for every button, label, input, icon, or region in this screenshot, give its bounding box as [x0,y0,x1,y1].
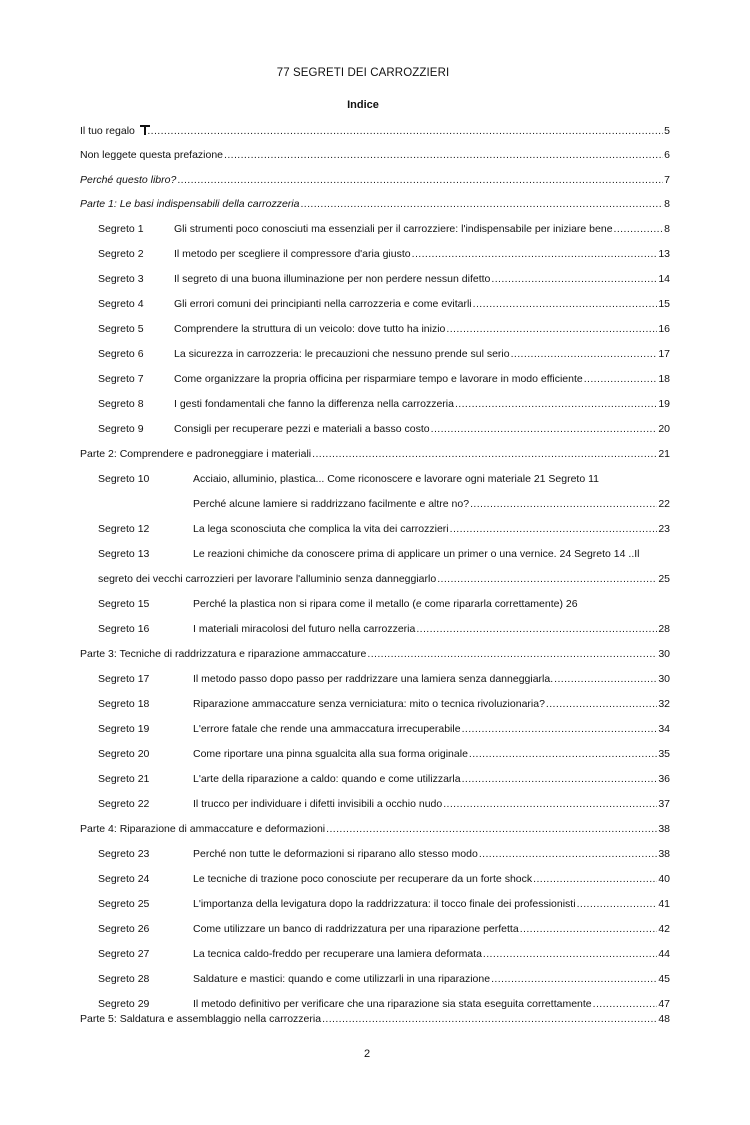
toc-secret-24[interactable] [98,871,670,887]
secret-number: Segreto 9 [98,423,144,435]
toc-secret-25[interactable] [98,896,670,912]
secret-title: La tecnica caldo-freddo per recuperare una lamiera deformata [193,948,482,960]
dot-leader [614,221,664,237]
secret-title: Come riportare una pinna sgualcita alla sua forma originale [193,748,468,760]
toc-secret-1[interactable] [98,221,670,237]
secret-number: Segreto 15 [98,598,150,610]
toc-page-number: 17 [658,348,670,360]
secret-title: I gesti fondamentali che fanno la differenza nella carrozzeria [174,398,454,410]
dot-leader [533,871,657,887]
toc-page-number: 19 [658,398,670,410]
toc-entry-text: Non leggete questa prefazione [80,149,224,161]
toc-secret-15[interactable] [98,596,578,612]
dot-leader [300,196,663,212]
toc-secret-21[interactable] [98,771,670,787]
secret-number: Segreto 24 [98,873,150,885]
toc-part-title: Parte 3: Tecniche di raddrizzatura e riparazione ammaccature [80,648,367,660]
dot-leader [326,821,657,837]
toc-page-number: 30 [658,648,670,660]
toc-page-number: 30 [658,673,670,685]
toc-page-number: 8 [664,198,670,210]
toc-secret-7[interactable] [98,371,670,387]
dot-leader [479,846,657,862]
toc-page-number: 23 [658,523,670,535]
toc-page-number: 41 [658,898,670,910]
toc-page-number: 34 [658,723,670,735]
index-heading: Indice [347,99,379,111]
toc-secret-13[interactable] [98,546,640,562]
secret-title: Perché alcune lamiere si raddrizzano facilmente e altre no? [193,498,470,510]
secret-title: La lega sconosciuta che complica la vita dei carrozzieri [193,523,449,535]
dot-leader [416,621,657,637]
page-number: 2 [363,1048,371,1060]
toc-page-number: 14 [658,273,670,285]
toc-entry-text: Perché questo libro? [80,174,177,186]
toc-entry-why[interactable] [80,172,670,188]
secret-number: Segreto 25 [98,898,150,910]
secret-title: Perché non tutte le deformazioni si riparano allo stesso modo [193,848,478,860]
toc-entry-text: Il tuo regalo [80,125,135,137]
dot-leader [491,271,657,287]
dot-leader [412,246,658,262]
toc-secret-9[interactable] [98,421,670,437]
dot-leader [431,421,658,437]
secret-title: Riparazione ammaccature senza verniciatura: mito o tecnica rivoluzionaria? [193,698,545,710]
secret-number: Segreto 21 [98,773,150,785]
secret-title: Il metodo definitivo per verificare che una riparazione sia stata eseguita correttamente [193,998,592,1010]
toc-secret-8[interactable] [98,396,670,412]
toc-page-number: 45 [658,973,670,985]
secret-number: Segreto 28 [98,973,150,985]
secret-title: Gli errori comuni dei principianti nella carrozzeria e come evitarli [174,298,472,310]
secret-number: Segreto 26 [98,923,150,935]
toc-page-number: 32 [658,698,670,710]
toc-secret-26[interactable] [98,921,670,937]
secret-title: Le reazioni chimiche da conoscere prima di applicare un primer o una vernice. 24 Segreto 14 ..Il [193,548,640,560]
dot-leader [367,646,657,662]
toc-secret-16[interactable] [98,621,670,637]
dot-leader [462,721,658,737]
toc-secret-29[interactable] [98,996,670,1012]
toc-page-number: 21 [658,448,670,460]
dot-leader [473,296,658,312]
dot-leader [322,1011,657,1027]
secret-title: Le tecniche di trazione poco conosciute per recuperare da un forte shock [193,873,533,885]
toc-part-title: Parte 1: Le basi indispensabili della carrozzeria [80,198,300,210]
secret-title: Il metodo passo dopo passo per raddrizzare una lamiera senza danneggiarla. [193,673,554,685]
dot-leader [312,446,657,462]
dot-leader [546,696,657,712]
secret-number: Segreto 4 [98,298,144,310]
toc-secret-3[interactable] [98,271,670,287]
toc-secret-12[interactable] [98,521,670,537]
secret-number: Segreto 13 [98,548,150,560]
secret-number: Segreto 5 [98,323,144,335]
secret-number: Segreto 12 [98,523,150,535]
document-title: 77 SEGRETI DEI CARROZZIERI [276,67,450,79]
dot-leader [483,946,657,962]
secret-title: Come organizzare la propria officina per risparmiare tempo e lavorare in modo efficiente [174,373,583,385]
dot-leader [469,746,657,762]
dot-leader [593,996,658,1012]
toc-page-number: 20 [658,423,670,435]
secret-title: Consigli per recuperare pezzi e materiali a basso costo [174,423,430,435]
secret-title: Il segreto di una buona illuminazione per non perdere nessun difetto [174,273,491,285]
dot-leader [224,147,663,163]
secret-title: Gli strumenti poco conosciuti ma essenziali per il carrozziere: l'indispensabile per iniziare bene [174,223,613,235]
secret-title: L'arte della riparazione a caldo: quando e come utilizzarla [193,773,461,785]
toc-secret-14[interactable] [98,571,670,587]
toc-page-number: 48 [658,1013,670,1025]
toc-page-number: 7 [664,174,670,186]
toc-part-title: Parte 2: Comprendere e padroneggiare i materiali [80,448,312,460]
toc-page-number: 42 [658,923,670,935]
secret-title: segreto dei vecchi carrozzieri per lavorare l'alluminio senza danneggiarlo [98,573,437,585]
toc-part-2[interactable] [80,446,670,462]
dot-leader [147,123,663,138]
secret-number: Segreto 23 [98,848,150,860]
dot-leader [577,896,658,912]
dot-leader [554,671,657,687]
secret-number: Segreto 17 [98,673,150,685]
toc-part-3[interactable] [80,646,670,662]
secret-number: Segreto 29 [98,998,150,1010]
toc-page-number: 36 [658,773,670,785]
secret-number: Segreto 10 [98,473,150,485]
toc-secret-4[interactable] [98,296,670,312]
dot-leader [443,796,657,812]
dot-leader [511,346,658,362]
toc-entry-preface[interactable] [80,147,670,163]
secret-title: Acciaio, alluminio, plastica... Come riconoscere e lavorare ogni materiale 21 Segreto 11 [193,473,600,485]
secret-title: Comprendere la struttura di un veicolo: dove tutto ha inizio [174,323,446,335]
secret-title: L'importanza della levigatura dopo la raddrizzatura: il tocco finale dei professionisti [193,898,576,910]
dot-leader [462,771,658,787]
toc-page-number: 22 [658,498,670,510]
dot-leader [446,321,657,337]
toc-page-number: 40 [658,873,670,885]
toc-secret-28[interactable] [98,971,670,987]
toc-page-number: 16 [658,323,670,335]
toc-page-number: 38 [658,848,670,860]
toc-page-number: 15 [658,298,670,310]
secret-title: Il trucco per individuare i difetti invisibili a occhio nudo [193,798,443,810]
toc-secret-5[interactable] [98,321,670,337]
dot-leader [455,396,657,412]
secret-title: Come utilizzare un banco di raddrizzatura per una riparazione perfetta [193,923,519,935]
toc-secret-6[interactable] [98,346,670,362]
secret-number: Segreto 20 [98,748,150,760]
dot-leader [584,371,658,387]
secret-number: Segreto 2 [98,248,144,260]
toc-page-number: 25 [658,573,670,585]
toc-page-number: 47 [658,998,670,1010]
secret-title: La sicurezza in carrozzeria: le precauzioni che nessuno prende sul serio [174,348,510,360]
toc-page-number: 35 [658,748,670,760]
secret-number: Segreto 22 [98,798,150,810]
toc-secret-22[interactable] [98,796,670,812]
toc-entry-gift[interactable] [80,122,670,138]
dot-leader [437,571,657,587]
secret-number: Segreto 19 [98,723,150,735]
secret-number: Segreto 8 [98,398,144,410]
toc-secret-20[interactable] [98,746,670,762]
secret-number: Segreto 3 [98,273,144,285]
secret-number: Segreto 7 [98,373,144,385]
dot-leader [450,521,658,537]
dot-leader [470,496,657,512]
secret-title: Saldature e mastici: quando e come utilizzarli in una riparazione [193,973,491,985]
toc-secret-2[interactable] [98,246,670,262]
toc-secret-10[interactable] [98,471,599,487]
secret-number: Segreto 18 [98,698,150,710]
secret-title: L'errore fatale che rende una ammaccatura irrecuperabile [193,723,461,735]
toc-secret-23[interactable] [98,846,670,862]
secret-number: Segreto 27 [98,948,150,960]
toc-page-number: 6 [664,149,670,161]
secret-title: I materiali miracolosi del futuro nella carrozzeria [193,623,416,635]
secret-title: Perché la plastica non si ripara come il metallo (e come ripararla correttamente) 26 [193,598,578,610]
toc-page-number: 37 [658,798,670,810]
toc-part-4[interactable] [80,821,670,837]
gift-cross-icon [139,123,145,135]
toc-part-title: Parte 5: Saldatura e assemblaggio nella carrozzeria [80,1013,322,1025]
toc-part-5[interactable] [80,1011,670,1027]
toc-page-number: 38 [658,823,670,835]
dot-leader [177,172,663,188]
secret-title: Il metodo per scegliere il compressore d'aria giusto [174,248,411,260]
toc-page-number: 5 [664,125,670,137]
secret-number: Segreto 16 [98,623,150,635]
toc-secret-19[interactable] [98,721,670,737]
toc-page-number: 28 [658,623,670,635]
dot-leader [520,921,658,937]
toc-secret-17[interactable] [98,671,670,687]
secret-number: Segreto 6 [98,348,144,360]
toc-part-1[interactable] [80,196,670,212]
toc-page-number: 8 [664,223,670,235]
toc-page-number: 18 [658,373,670,385]
secret-number: Segreto 1 [98,223,144,235]
toc-page-number: 13 [658,248,670,260]
toc-secret-18[interactable] [98,696,670,712]
toc-secret-27[interactable] [98,946,670,962]
dot-leader [491,971,657,987]
toc-secret-11[interactable] [193,496,670,512]
toc-page-number: 44 [658,948,670,960]
toc-part-title: Parte 4: Riparazione di ammaccature e deformazioni [80,823,326,835]
